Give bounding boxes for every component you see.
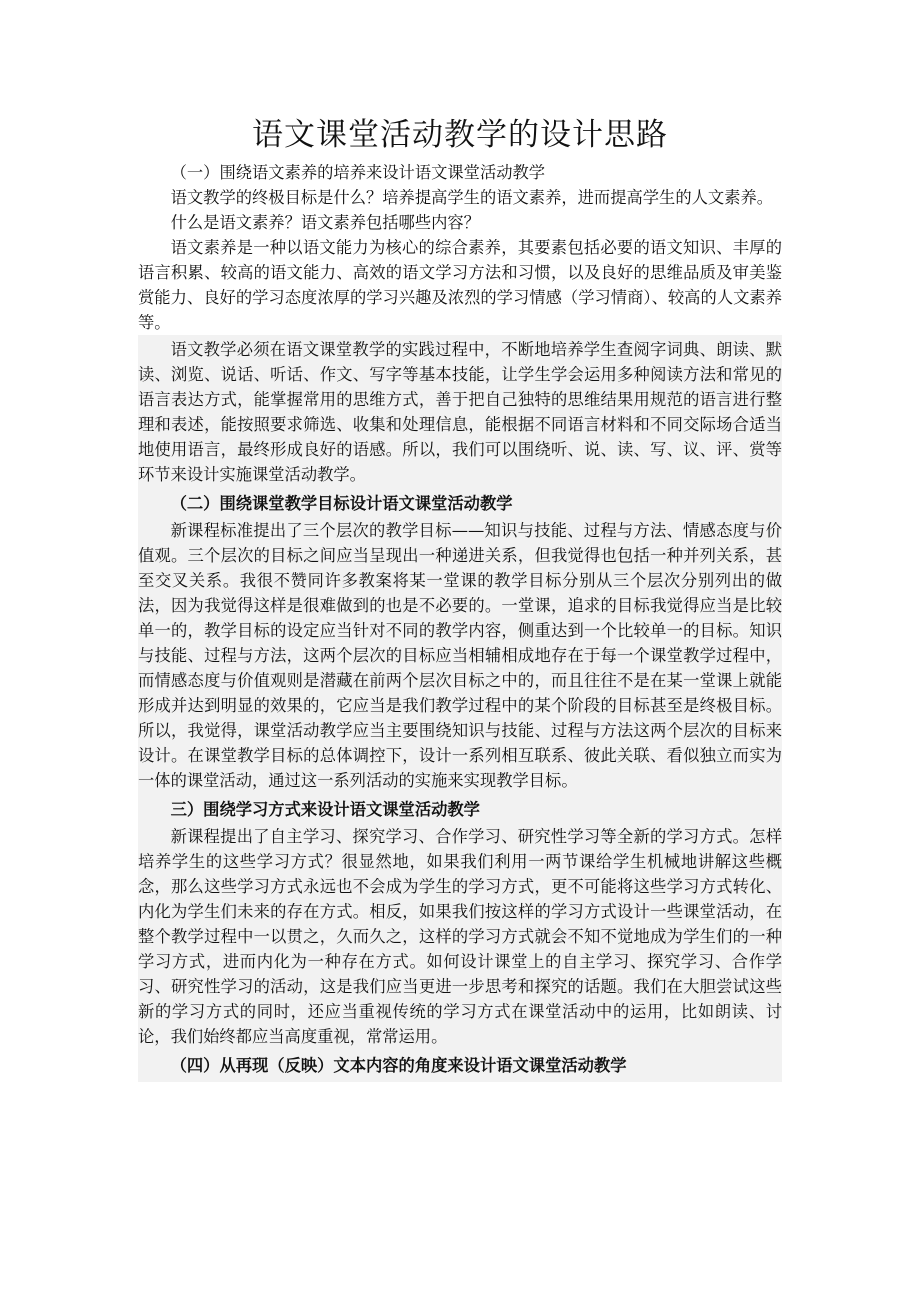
section3-heading: 三）围绕学习方式来设计语文课堂活动教学: [170, 800, 480, 819]
section1-paragraph-4: 语文教学必须在语文课堂教学的实践过程中，不断地培养学生查阅字词典、朗读、默读、浏览、说话、听话、作文、写字等基本技能，让学生学会运用多种阅读方法和常见的语言表达方式，能掌握常用的思维方式，善于把自己独特的思维结果用规范的语言进行整理和表述，能按照要求筛选、收集和处理信息，能根据不同语言材料和不同交际场合适当地使用语言，最终形成良好的语感。所以，我们可以围绕听、说、读、写、议、评、赏等环节来设计实施课堂活动教学。: [138, 340, 782, 484]
section1-paragraph-3: 语文素养是一种以语文能力为核心的综合素养，其要素包括必要的语文知识、丰厚的语言积累、较高的语文能力、高效的语文学习方法和习惯，以及良好的思维品质及审美鉴赏能力、良好的学习态度浓厚的学习兴趣及浓烈的学习情感（学习情商）、较高的人文素养等。: [138, 238, 782, 332]
section4-heading: （四）从再现（反映）文本内容的角度来设计语文课堂活动教学: [170, 1056, 627, 1075]
section2-heading: （二）围绕课堂教学目标设计语文课堂活动教学: [170, 494, 513, 513]
section1-heading: （一）围绕语文素养的培养来设计语文课堂活动教学: [170, 163, 546, 182]
section1-paragraph-2: 什么是语文素养？语文素养包括哪些内容？: [170, 213, 480, 232]
section3-paragraph-1: 新课程提出了自主学习、探究学习、合作学习、研究性学习等全新的学习方式。怎样培养学生的这些学习方式？很显然地，如果我们利用一两节课给学生机械地讲解这些概念，那么这些学习方式永远也不会成为学生的学习方式，更不可能将这些学习方式转化、内化为学生们未来的存在方式。相反，如果我们按这样的学习方式设计一些课堂活动，在整个教学过程中一以贯之，久而久之，这样的学习方式就会不知不觉地成为学生们的一种学习方式，进而内化为一种存在方式。如何设计课堂上的自主学习、探究学习、合作学习、研究性学习的活动，这是我们应当更进一步思考和探究的话题。我们在大胆尝试这些新的学习方式的同时，还应当重视传统的学习方式在课堂活动中的运用，比如朗读、讨论，我们始终都应当高度重视，常常运用。: [138, 827, 782, 1046]
document-title: 语文课堂活动教学的设计思路: [252, 117, 668, 153]
shaded-content-block: [138, 335, 782, 1082]
section2-paragraph-1: 新课程标准提出了三个层次的教学目标——知识与技能、过程与方法、情感态度与价值观。三个层次的目标之间应当呈现出一种递进关系，但我觉得也包括一种并列关系，甚至交叉关系。我很不赞同许多教案将某一堂课的教学目标分别从三个层次分别列出的做法，因为我觉得这样是很难做到的也是不必要的。一堂课，追求的目标我觉得应当是比较单一的，教学目标的设定应当针对不同的教学内容，侧重达到一个比较单一的目标。知识与技能、过程与方法，这两个层次的目标应当相辅相成地存在于每一个课堂教学过程中，而情感态度与价值观则是潜藏在前两个层次目标之中的，而且往往不是在某一堂课上就能形成并达到明显的效果的，它应当是我们教学过程中的某个阶段的目标甚至是终极目标。所以，我觉得，课堂活动教学应当主要围绕知识与技能、过程与方法这两个层次的目标来设计。在课堂教学目标的总体调控下，设计一系列相互联系、彼此关联、看似独立而实为一体的课堂活动，通过这一系列活动的实施来实现教学目标。: [138, 521, 782, 790]
document-page: [138, 112, 782, 1082]
section1-paragraph-1: 语文教学的终极目标是什么？培养提高学生的语文素养，进而提高学生的人文素养。: [170, 188, 774, 207]
